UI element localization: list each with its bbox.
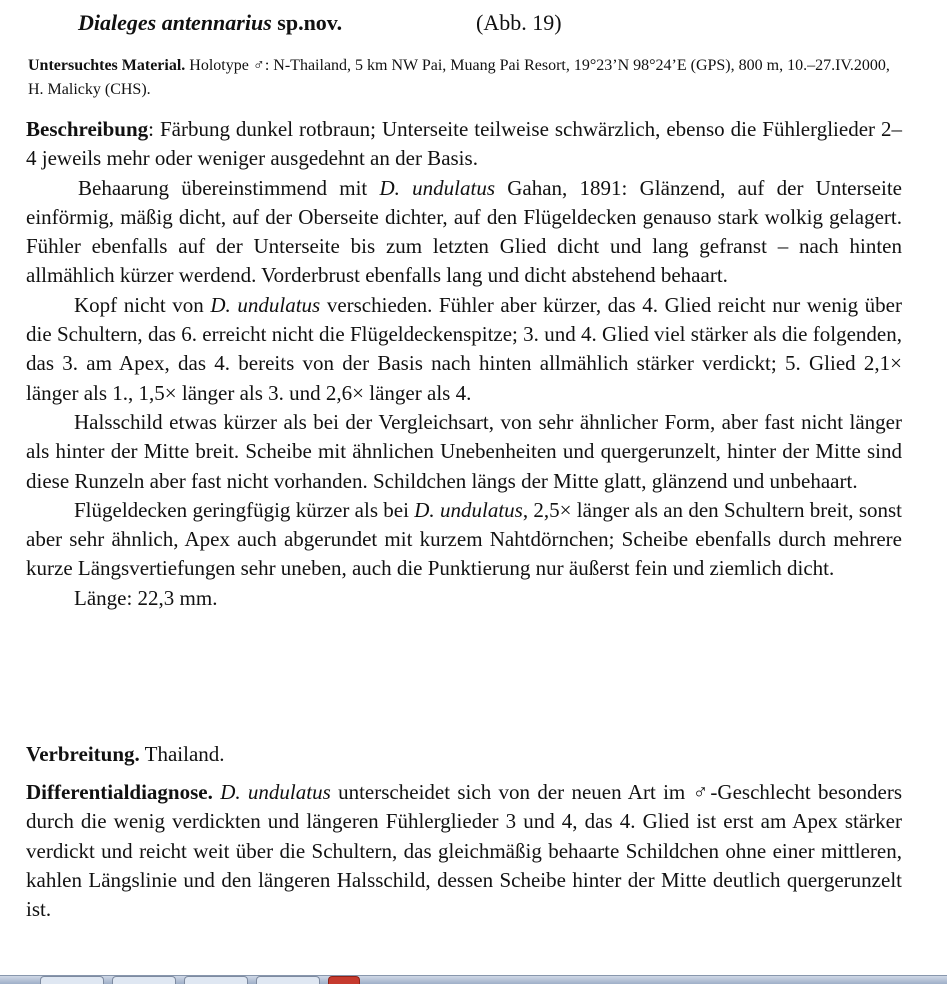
text-span: , 2,5× länger als an den Schultern breit, sonst aber sehr ähnlich, Apex auch abgerundet mit kurzem Nahtdörnchen; Scheibe ebenfalls durch mehrere kurze Längsvertiefungen sehr uneben, auch die Punktierung nur äußerst fein und ziemlich dicht. [26, 497, 902, 581]
diagnosis-paragraph [26, 778, 902, 924]
material-label: Untersuchtes Material. [28, 57, 186, 74]
taskbar [0, 975, 947, 984]
description-paragraph-4: Halsschild etwas kürzer als bei der Vergleichsart, von sehr ähnlicher Form, aber fast nicht länger als hinter der Mitte breit. Scheibe mit ähnlichen Unebenheiten und quergerunzelt, hinter der Mitte sind diese Runzeln aber fast nicht vorhanden. Schildchen längs der Mitte glatt, glänzend und unbehaart. [26, 409, 902, 493]
species-ref: D. undulatus [379, 175, 495, 200]
taskbar-app-icon[interactable] [328, 976, 360, 984]
diagnosis-label: Differentialdiagnose. [26, 780, 213, 804]
species-name: Dialeges antennarius [78, 10, 272, 35]
diagnosis-section [26, 778, 902, 924]
description-paragraph-2 [26, 174, 902, 291]
taskbar-button[interactable] [112, 976, 176, 984]
text-span: verschieden. Fühler aber kürzer, das 4. Glied reicht nur wenig über die Schultern, das 6. erreicht nicht die Flügeldeckenspitze; 3. und 4. Glied viel stärker als die folgenden, das 3. am Apex, das 4. bereits von der Basis nach hinten allmählich stärker verdickt; 5. Glied 2,1× länger als 1., 1,5× länger als 3. und 2,6× länger als 4. [26, 292, 902, 405]
species-ref: D. undulatus [414, 497, 523, 522]
text-span: Kopf nicht von [74, 292, 211, 317]
description-text-1: : Färbung dunkel rotbraun; Unterseite teilweise schwärzlich, ebenso die Fühlerglieder 2–4 jeweils mehr oder weniger ausgedehnt an der Basis. [26, 117, 902, 171]
distribution-label: Verbreitung. [26, 742, 140, 766]
species-ref: D. undulatus [220, 780, 331, 804]
distribution-text: Thailand. [139, 742, 225, 766]
taskbar-button[interactable] [256, 976, 320, 984]
text-span: Behaarung übereinstimmend mit [78, 175, 380, 200]
text-span: Flügeldecken geringfügig kürzer als bei [74, 497, 415, 522]
description-label: Beschreibung [26, 117, 149, 141]
description-paragraph-5 [26, 496, 902, 584]
species-ref: D. undulatus [210, 292, 321, 317]
material-text: Holotype ♂: N-Thailand, 5 km NW Pai, Muang Pai Resort, 19°23’N 98°24’E (GPS), 800 m, 10.–27.IV.2000, H. Malicky (CHS). [28, 57, 890, 98]
taskbar-button[interactable] [184, 976, 248, 984]
description-paragraph-3 [26, 291, 902, 408]
species-heading [78, 10, 562, 36]
length-measurement: Länge: 22,3 mm. [74, 585, 218, 610]
description-section [26, 115, 902, 613]
figure-reference: (Abb. 19) [476, 10, 562, 35]
examined-material [28, 54, 908, 102]
taskbar-button[interactable] [40, 976, 104, 984]
text-span: Gahan, 1891: Glänzend, auf der Unterseite einförmig, mäßig dicht, auf der Oberseite dichter, auf den Flügeldecken genauso stark wolkig gelagert. Fühler ebenfalls auf der Unterseite bis zum letzten Glied dicht und lang gefranst – nach hinten allmählich kürzer werdend. Vorderbrust ebenfalls lang und dicht abstehend behaart. [26, 175, 902, 288]
description-paragraph-1 [26, 115, 902, 174]
diagnosis-text: unterscheidet sich von der neuen Art im ♂-Geschlecht besonders durch die wenig verdickten und längeren Fühlerglieder 3 und 4, das 4. Glied ist erst am Apex stärker verdickt und reicht weit über die Schultern, das gleichmäßig behaarte Schildchen ohne einer mittleren, kahlen Längslinie und den längeren Halsschild, dessen Scheibe hinter der Mitte deutlich quergerunzelt ist. [26, 780, 902, 922]
species-status: sp.nov. [271, 10, 343, 35]
distribution-section [26, 740, 225, 769]
